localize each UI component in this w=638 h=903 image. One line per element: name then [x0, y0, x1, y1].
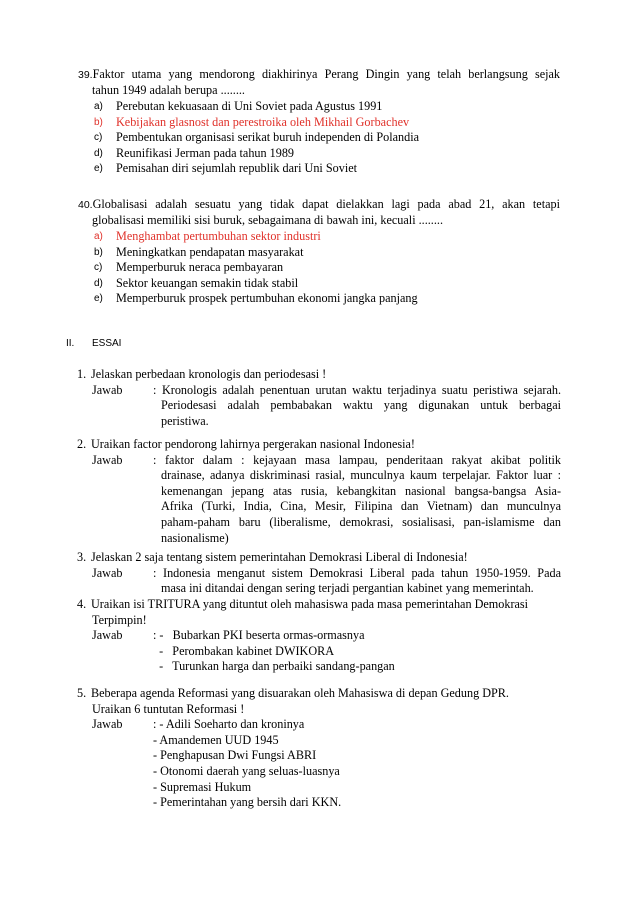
essay-question-text: Uraikan factor pendorong lahirnya pergerakan nasional Indonesia! — [91, 437, 415, 451]
answer-line: - Pemerintahan yang bersih dari KKN. — [153, 795, 342, 810]
essay-question — [77, 686, 561, 702]
essay-answer — [77, 628, 561, 675]
option-letter: c) — [94, 262, 103, 274]
option-letter: b) — [94, 246, 103, 258]
essay-4 — [77, 597, 561, 675]
essay-2 — [77, 437, 561, 546]
answer-line: masa ini ditandai dengan sering terjadi pergantian kabinet yang memerintah. — [161, 581, 534, 596]
option-a — [94, 99, 554, 115]
mc-question-39-cont — [78, 83, 574, 99]
essay-question-text: Uraikan isi TRITURA yang dituntut oleh mahasiswa pada masa pemerintahan Demokrasi — [91, 597, 529, 611]
option-text: Memperburuk prospek pertumbuhan ekonomi jangka panjang — [116, 291, 418, 306]
answer-label: Jawab — [92, 382, 123, 397]
question-text: Globalisasi adalah sesuatu yang tidak dapat dielakkan lagi pada abad 21, akan tetapi — [92, 197, 560, 211]
essay-3 — [77, 550, 561, 597]
essay-answer — [77, 453, 561, 547]
essay-question-cont: Uraikan 6 tuntutan Reformasi ! — [92, 701, 245, 716]
answer-text — [153, 566, 561, 597]
option-e — [94, 161, 554, 177]
option-text: Sektor keuangan semakin tidak stabil — [116, 275, 299, 290]
option-letter: a) — [94, 231, 103, 242]
answer-line: nasionalisme) — [161, 530, 229, 545]
option-text: Perebutan kekuasaan di Uni Soviet pada Agustus 1991 — [116, 99, 383, 113]
answer-line: : Indonesia menganut sistem Demokrasi Liberal pada tahun 1950-1959. Pada — [153, 565, 561, 580]
essay-5 — [77, 686, 561, 811]
mc-question-40 — [78, 197, 560, 214]
essay-question-text: Jelaskan 2 saja tentang sistem pemerintahan Demokrasi Liberal di Indonesia! — [91, 550, 468, 564]
section-heading — [66, 336, 121, 352]
option-a-correct — [94, 229, 554, 245]
answer-line: Afrika (Turki, India, Cina, Mesir, Filipina dan Vietnam) dan munculnya — [161, 499, 561, 514]
option-text: Pembentukan organisasi serikat buruh independen di Polandia — [116, 130, 420, 145]
answer-text — [153, 628, 561, 675]
answer-line: - Penghapusan Dwi Fungsi ABRI — [153, 748, 317, 763]
option-c — [94, 130, 554, 146]
essay-number: 3. — [77, 550, 87, 564]
options-list-40 — [94, 229, 554, 307]
option-letter: e) — [94, 293, 103, 305]
answer-text — [153, 453, 561, 547]
essay-question — [77, 597, 561, 613]
option-c — [94, 260, 554, 276]
mc-question-40-cont — [78, 213, 574, 229]
essay-number: 5. — [77, 686, 87, 700]
question-text-cont: globalisasi memiliki sisi buruk, sebagaimana di bawah ini, kecuali ........ — [92, 213, 443, 227]
answer-line: : - Adili Soeharto dan kroninya — [153, 717, 305, 732]
option-b-correct — [94, 115, 554, 131]
answer-line: - Otonomi daerah yang seluas-luasnya — [153, 763, 340, 778]
section-number: II. — [66, 338, 75, 349]
option-text: Kebijakan glasnost dan perestroika oleh Mikhail Gorbachev — [116, 114, 410, 129]
option-letter: a) — [94, 101, 103, 112]
answer-line: drainase, adanya diskriminasi rasial, munculnya kaum terpelajar. Faktor luar : — [161, 468, 561, 483]
options-list-39 — [94, 99, 554, 177]
essay-question-cont: Terpimpin! — [92, 612, 147, 627]
essay-number: 1. — [77, 367, 87, 381]
answer-line: kemenangan jepang atas rusia, kebangkitan nasional bangsa-bangsa Asia- — [161, 483, 561, 498]
option-letter: d) — [94, 147, 103, 159]
answer-line: Periodesasi adalah pembabakan waktu yang digunakan untuk berbagai — [161, 398, 561, 413]
essay-answer — [77, 383, 561, 430]
essay-question — [77, 550, 561, 566]
answer-line: : - Bubarkan PKI beserta ormas-ormasnya — [153, 628, 365, 643]
option-text: Memperburuk neraca pembayaran — [116, 260, 284, 275]
question-text-cont: tahun 1949 adalah berupa ........ — [92, 83, 245, 97]
answer-line: - Amandemen UUD 1945 — [153, 732, 279, 747]
essay-number: 2. — [77, 437, 87, 451]
section-title: ESSAI — [92, 338, 122, 349]
option-letter: d) — [94, 277, 103, 289]
essay-question-text: Beberapa agenda Reformasi yang disuarakan oleh Mahasiswa di depan Gedung DPR. — [91, 686, 509, 700]
answer-line: - Turunkan harga dan perbaiki sandang-pangan — [153, 659, 395, 674]
essay-answer — [77, 566, 561, 597]
answer-line: : faktor dalam : kejayaan masa lampau, penderitaan rakyat akibat politik — [153, 452, 561, 467]
answer-line: - Supremasi Hukum — [153, 779, 252, 794]
essay-question — [77, 367, 561, 383]
essay-1 — [77, 367, 561, 429]
answer-text — [153, 383, 561, 430]
answer-line: : Kronologis adalah penentuan urutan waktu terjadinya suatu peristiwa sejarah. — [153, 382, 561, 397]
option-text: Menghambat pertumbuhan sektor industri — [116, 229, 321, 243]
answer-text — [153, 717, 561, 811]
question-number: 40. — [78, 199, 93, 211]
answer-label: Jawab — [92, 717, 123, 732]
option-d — [94, 146, 554, 162]
essay-number: 4. — [77, 597, 87, 611]
option-letter: b) — [94, 116, 103, 128]
question-text: Faktor utama yang mendorong diakhirinya Perang Dingin yang telah berlangsung sejak — [92, 67, 560, 81]
essay-question — [77, 437, 561, 453]
option-e — [94, 291, 554, 307]
answer-line: - Perombakan kabinet DWIKORA — [153, 643, 335, 658]
answer-label: Jawab — [92, 452, 123, 467]
option-text: Pemisahan diri sejumlah republik dari Uni Soviet — [116, 161, 358, 176]
option-text: Meningkatkan pendapatan masyarakat — [116, 244, 304, 259]
answer-label: Jawab — [92, 565, 123, 580]
option-letter: c) — [94, 132, 103, 144]
option-b — [94, 245, 554, 261]
answer-label: Jawab — [92, 628, 123, 643]
mc-question-39 — [78, 67, 560, 84]
answer-line: paham-paham baru (liberalisme, demokrasi, sosialisasi, pan-islamisme dan — [161, 514, 561, 529]
answer-line: peristiwa. — [161, 413, 209, 428]
option-letter: e) — [94, 163, 103, 175]
essay-question-text: Jelaskan perbedaan kronologis dan periodesasi ! — [91, 367, 327, 381]
option-d — [94, 276, 554, 292]
option-text: Reunifikasi Jerman pada tahun 1989 — [116, 145, 295, 160]
essay-answer — [77, 717, 561, 811]
question-number: 39. — [78, 69, 93, 81]
